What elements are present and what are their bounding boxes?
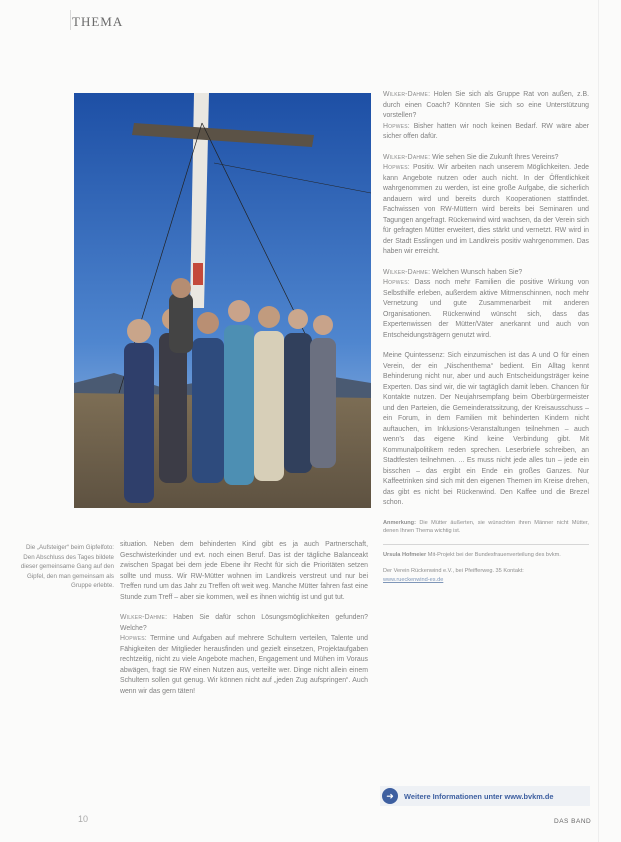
question-text: Haben Sie dafür schon Lösungsmöglichkeiten gefunden? Welche?	[120, 614, 368, 632]
photo-caption: Die „Aufsteiger“ beim Gipfelfoto: Den Abschluss des Tages bildete dieser gemeinsame Gang auf den Gipfel, den man gemeinsam als Gruppe erlebte.	[20, 544, 114, 590]
interviewee-name: Hopwes:	[383, 122, 410, 130]
magazine-title: DAS BAND	[554, 818, 592, 825]
section-heading: THEMA	[72, 14, 124, 29]
author-text: Mit-Projekt bei der Bundesfrauenverteilung des bvkm.	[427, 551, 561, 558]
page-number: 10	[78, 814, 89, 824]
author-name: Ursula Hofmeier	[383, 551, 427, 558]
paragraph: situation. Neben dem behinderten Kind gibt es ja auch Partnerschaft, Geschwisterkinder und evt. noch einen Beruf. Das ist der tägliche Balanceakt zwischen Spagat bei dem jede Ebene ihr Recht für sich die Prioritäten setzen sollte und muss. Wir RW-Mütter wohnen im Landkreis verstreut und nur bei Treffen rund um das Jahr zu Treffen oft weit weg. Manche Mütter fahren fast eine Stunde zum Treff – aber sie kommen, weil es ihnen wichtig ist und gut tut.	[120, 541, 368, 601]
interviewer-name: Wilker-Dahme:	[120, 614, 168, 621]
author-info	[383, 551, 589, 560]
interviewee-name: Hopwes:	[383, 279, 410, 286]
interview-question	[120, 613, 368, 697]
group-summit-photo	[74, 93, 371, 508]
interview-question	[383, 268, 589, 342]
article-column-right	[383, 90, 589, 592]
interviewer-name: Wilker-Dahme:	[383, 91, 431, 98]
interviewer-name: Wilker-Dahme:	[383, 268, 431, 276]
interviewee-name: Hopwes:	[120, 635, 147, 642]
page-edge	[598, 0, 599, 842]
article-column-middle	[120, 540, 368, 707]
answer-text: Bisher hatten wir noch keinen Bedarf. RW wäre aber sicher offen dafür.	[383, 122, 589, 140]
divider	[383, 544, 589, 545]
contact-text: Der Verein Rückenwind e.V., bei Pfeifferweg. 35 Kontakt:	[383, 568, 524, 575]
contact-info	[383, 567, 589, 584]
answer-text: Termine und Aufgaben auf mehrere Schultern verteilen, Talente und Fähigkeiten der Mitglieder herausfinden und gezielt einsetzen, Projektaufgaben rechtzeitig, nicht zu viele Angebote machen, Engagement und Mühen im Voraus abwägen, fragt sie RW einen Nutzen aus, verteilte wer. Dinge nicht allein einem Schultern sollen gut genug. Wir können nicht auf „jeden Zug aufspringen“. Auch wenn wir das gern täten!	[120, 635, 368, 695]
interviewer-name: Wilker-Dahme:	[383, 153, 431, 161]
more-info-banner[interactable]	[380, 786, 590, 806]
answer-text: Dass noch mehr Familien die positive Wirkung von Selbsthilfe erleben, außerdem aktive Mitmenschinnen, noch mehr Vernetzung und gute Zusammenarbeit mit anderen Organisationen. Rückenwind wünscht sich, dass das Expertenwissen der Mütter/Väter anerkannt und auch von Entscheidungsträgern genutzt wird.	[383, 279, 589, 339]
more-info-text: Weitere Informationen unter www.bvkm.de	[404, 791, 554, 801]
arrow-icon: ➜	[382, 788, 398, 804]
answer-text: Positiv. Wir arbeiten nach unserem Möglichkeiten. Jede kann Angebote nutzen oder auch nicht. In der Öffentlichkeit wahrgenommen zu werden, ist eine große Aufgabe, die sicherlich andauern wird und bereits durch Kooperationen stattfindet. Fachwissen von RW-Müttern wird bereits bei Seminaren und Tagungen angefragt. Rückenwind wird wachsen, da der Verein sich für gefragten Mütter erweitert, dies stärkt und vernetzt. RW wird in der Stadt Esslingen und im Landkreis positiv wahrgenommen. Das haben wir erreicht.	[383, 164, 589, 255]
header-rule	[70, 10, 71, 30]
annotation-note	[383, 519, 589, 536]
interviewee-name: Hopwes:	[383, 164, 410, 171]
interview-question	[383, 90, 589, 143]
interview-question	[383, 153, 589, 258]
question-text: Welchen Wunsch haben Sie?	[432, 268, 523, 276]
note-label: Anmerkung:	[383, 519, 416, 526]
note-text: Die Mütter äußerten, sie wünschten ihren Männer nicht Mütter, denen Ihnen Thema wichtig ist.	[383, 519, 589, 535]
question-text: Wie sehen Sie die Zukunft Ihres Vereins?	[432, 153, 559, 161]
contact-link[interactable]: www.rueckenwind-es.de	[383, 576, 444, 583]
question-text: Holen Sie sich als Gruppe Rat von außen, z.B. durch einen Coach? Könnten Sie sich so eine Unterstützung vorstellen?	[383, 91, 589, 119]
quintessence-paragraph: Meine Quintessenz: Sich einzumischen ist das A und O für einen Verein, der ein „Nischenthema“ bedient. Ein Alltag kennt Behinderung nicht nur, aber und auch Entscheidungsträger keine Experten. Das sind wir, die wir tagtäglich damit leben. Chancen für Kontakte nutzen. Der Neujahrsempfang beim Oberbürgermeister und den Parteien, die Gemeinderatssitzung, der Kreisausschuss – ein Forum, in dem Familien mit behinderten Kindern nicht auftauchen, im Inklusions-Veranstaltungen teilnehmen – auch wenn's das eigene Kind keine Verbindung gibt. Mit Kommunalpolitikern reden sprechen. Leserbriefe schreiben, an Stadtfesten teilnehmen. ... Es muss nicht jede alles tun – jede ein bisschen – das ergibt ein Ende ein großes Ganzes. Nur Kaffeetrinken sind sich mit den eigenen Themen im Kreise drehen, das gibt es nicht bei Rückenwind. Den Kaffee und die Brezel schon.	[383, 352, 589, 506]
